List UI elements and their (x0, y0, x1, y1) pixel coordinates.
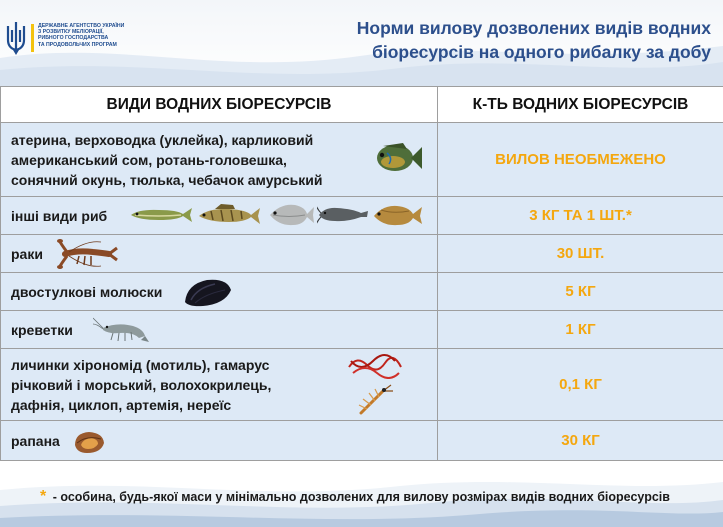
species-cell: рапана (1, 421, 438, 461)
bream-icon (267, 202, 315, 228)
artemia-icon (353, 383, 395, 419)
species-cell: атерина, верховодка (уклейка), карликовий американський сом, ротань-головешка, сонячний окунь, тюлька, чебачок амурський (1, 123, 438, 197)
title-line-1: Норми вилову дозволених видів водних (356, 18, 711, 38)
quantity-cell: 1 КГ (438, 311, 723, 349)
quantity-cell: 3 КГ ТА 1 ШТ.* (438, 197, 723, 235)
catfish-icon (317, 203, 369, 227)
species-cell: личинки хірономід (мотиль), гамарус річковий і морський, волохокрилець, дафнія, циклоп, артемія, нереїс (1, 349, 438, 421)
quantity-cell: ВИЛОВ НЕОБМЕЖЕНО (438, 123, 723, 197)
quantity-cell: 5 КГ (438, 273, 723, 311)
species-cell: раки (1, 235, 438, 273)
agency-logo (4, 20, 164, 60)
column-header-quantity: К-ТЬ ВОДНИХ БІОРЕСУРСІВ (438, 87, 723, 123)
zander-icon (197, 203, 261, 227)
trident-icon (4, 20, 28, 56)
mussel-icon (181, 276, 233, 308)
sunfish-icon (373, 141, 423, 175)
table-row (1, 197, 723, 235)
quantity-cell: 30 ШТ. (438, 235, 723, 273)
bloodworm-icon (345, 353, 405, 379)
shrimp-icon (93, 316, 151, 344)
footnote-star: * (40, 488, 47, 505)
agency-name: ДЕРЖАВНЕ АГЕНТСТВО УКРАЇНИ З РОЗВИТКУ МЕЛІОРАЦІЇ, РИБНОГО ГОСПОДАРСТВА ТА ПРОДОВОЛЬЧИХ ПРОГРАМ (38, 23, 125, 48)
table-row (1, 311, 723, 349)
table-row (1, 123, 723, 197)
quantity-cell: 30 КГ (438, 421, 723, 461)
quantity-cell: 0,1 КГ (438, 349, 723, 421)
footnote-text: - особина, будь-якої маси у мінімально дозволених для вилову розмірах видів водних біоресурсів (52, 490, 670, 504)
column-header-species: ВИДИ ВОДНИХ БІОРЕСУРСІВ (1, 87, 438, 123)
species-cell: інші види риб (1, 197, 438, 235)
crayfish-icon (57, 238, 119, 270)
carp-icon (371, 202, 423, 228)
footnote (40, 488, 720, 506)
rapana-shell-icon (71, 429, 107, 455)
title-line-2: біоресурсів на одного рибалку за добу (372, 42, 711, 62)
species-cell: креветки (1, 311, 438, 349)
table-row (1, 421, 723, 461)
limits-table (0, 86, 723, 461)
pike-icon (129, 204, 193, 226)
page-title (191, 16, 711, 64)
table-header-row (1, 87, 723, 123)
logo-accent-bar (31, 24, 34, 52)
species-cell: двостулкові молюски (1, 273, 438, 311)
table-row (1, 235, 723, 273)
table-row (1, 273, 723, 311)
table-row (1, 349, 723, 421)
